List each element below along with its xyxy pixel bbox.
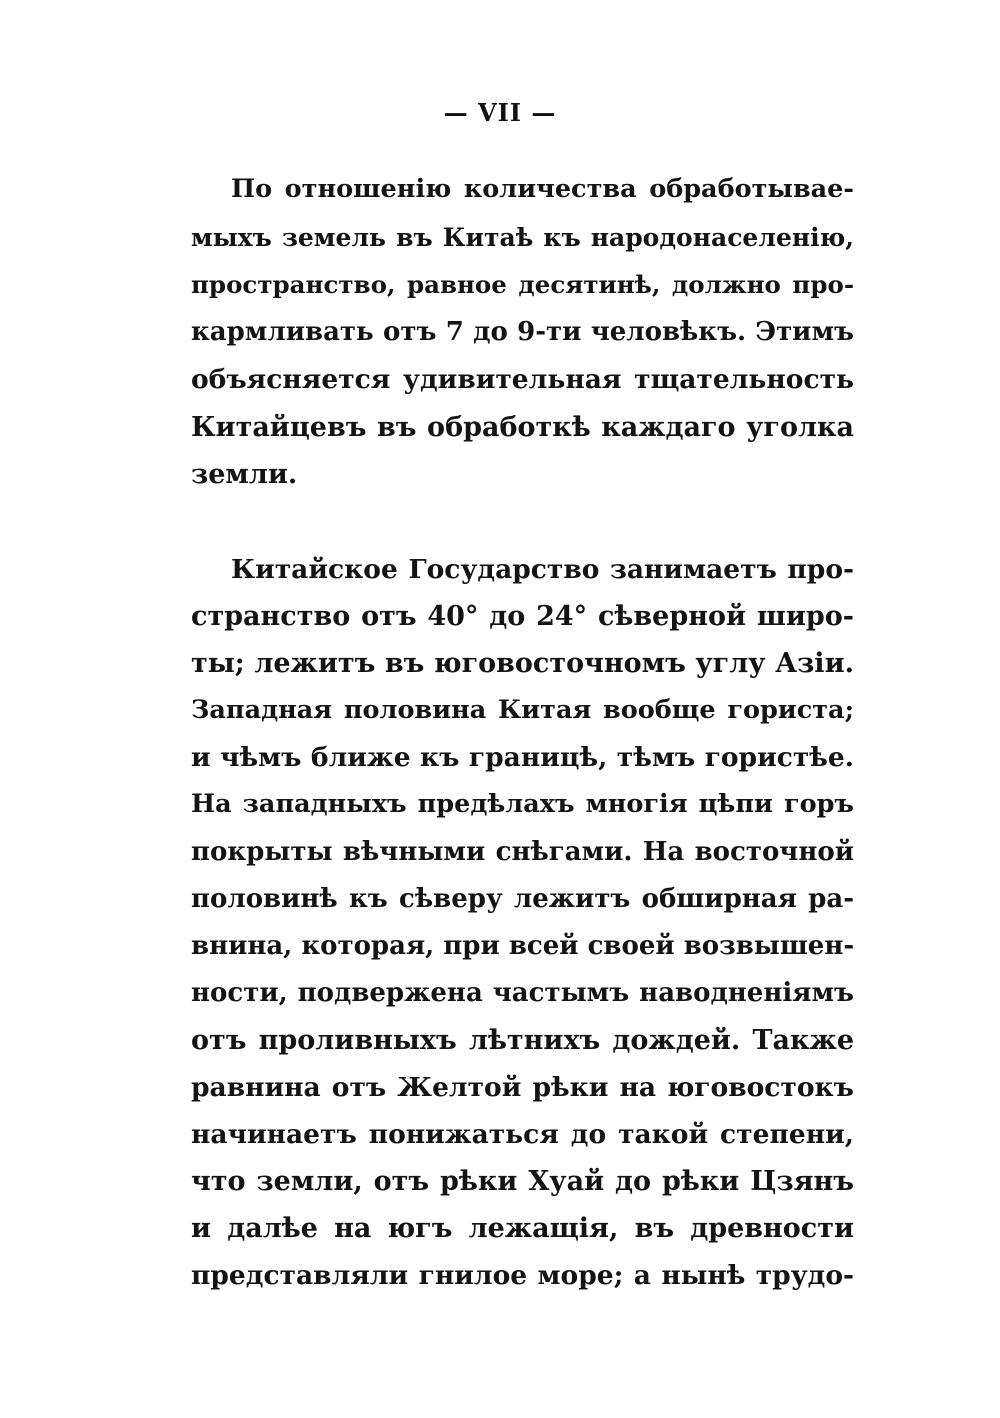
text-line: начинаетъ понижаться до такой степени, xyxy=(191,1119,854,1151)
text-line: представляли гнилое море; а нынѣ трудо- xyxy=(191,1260,854,1292)
text-line: внина, которая, при всей своей возвышен- xyxy=(191,930,855,961)
text-line: отъ проливныхъ лѣтнихъ дождей. Также xyxy=(191,1024,854,1056)
text-line: что земли, отъ рѣки Хуай до рѣки Цзянъ xyxy=(191,1166,854,1198)
text-line: Западная половина Китая вообще гориста; xyxy=(191,695,854,726)
text-line: Китайцевъ въ обработкѣ каждаго уголка xyxy=(191,411,854,443)
text-line: странство отъ 40° до 24° сѣверной широ- xyxy=(191,601,854,633)
paragraph-chinese-state-geography xyxy=(191,546,854,1300)
text-line: и чѣмъ ближе къ границѣ, тѣмъ гористѣе. xyxy=(191,742,854,774)
paragraph-cultivated-land xyxy=(191,166,854,499)
text-line: покрыты вѣчными снѣгами. На восточной xyxy=(191,836,854,867)
text-line: По отношенію количества обработывае- xyxy=(231,174,854,204)
text-line: половинѣ къ сѣверу лежитъ обширная ра- xyxy=(191,883,854,914)
text-line: кармливать отъ 7 до 9-ти человѣкъ. Этимъ xyxy=(191,316,854,347)
text-line: ты; лежитъ въ юговосточномъ углу Азіи. xyxy=(191,648,854,680)
text-line: земли. xyxy=(191,459,298,490)
text-line: Китайское Государство занимаетъ про- xyxy=(231,554,854,585)
page-number: — VII — xyxy=(443,98,557,127)
text-line: ности, подвержена частымъ наводненіямъ xyxy=(191,977,854,1008)
text-line: объясняется удивительная тщательность xyxy=(191,364,854,395)
text-line: мыхъ земель въ Китаѣ къ народонаселенію, xyxy=(191,222,854,252)
text-line: и далѣе на югъ лежащія, въ древности xyxy=(191,1213,854,1245)
text-line: равнина отъ Желтой рѣки на юговостокъ xyxy=(191,1072,854,1104)
text-line: На западныхъ предѣлахъ многія цѣпи горъ xyxy=(191,789,854,820)
text-line: пространство, равное десятинѣ, должно про- xyxy=(191,270,854,299)
